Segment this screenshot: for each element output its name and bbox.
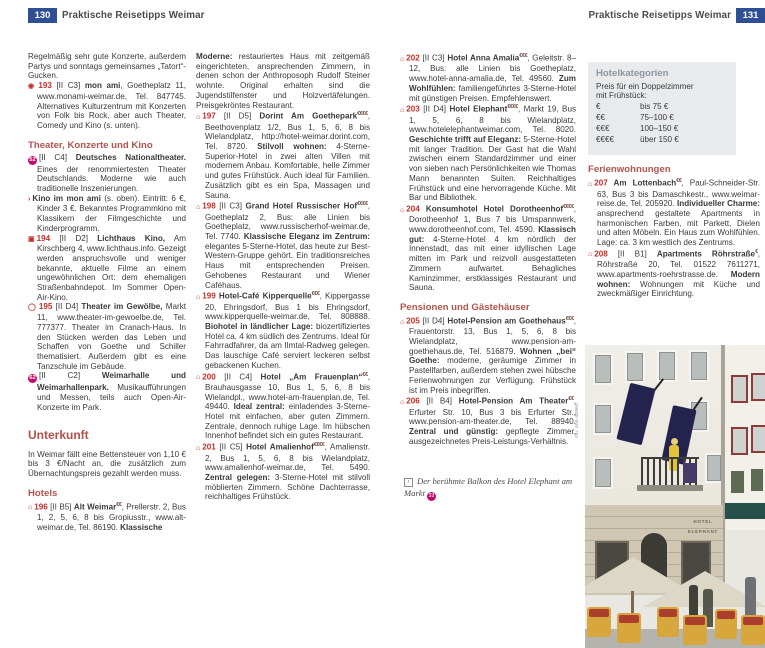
price-range: 75–100 € <box>640 112 674 122</box>
text-segment: Der berühmte Balkon des Hotel Elephant am Markt <box>404 476 573 498</box>
text-segment: , Geleitstr. 8–12, Bus: alle Linien bis Goetheplatz, www.hotel-anna-amalia.de, Tel. 49560. <box>409 53 576 84</box>
text-segment: €€€€ <box>563 203 574 210</box>
text-segment: €€ <box>362 371 368 378</box>
text-column-1 <box>28 52 186 644</box>
text-segment: Zum Wohlfühlen: <box>409 74 576 93</box>
text-segment: Eines der renommiertesten Theater Deutschlands. Moderne wie auch traditionelle Inszenierungen. <box>37 164 186 194</box>
text-segment: Hotel Elephant <box>449 104 508 114</box>
text-segment: Geschichte trifft auf Eleganz: <box>409 135 522 144</box>
window <box>731 427 748 455</box>
text-segment: mon ami <box>84 81 121 91</box>
listing-entry <box>588 177 760 248</box>
text-segment: 203 <box>406 104 424 114</box>
section-heading: Theater, Konzerte und Kino <box>28 139 153 151</box>
text-segment: Weimarhalle und Weimarhallenpark. <box>37 371 186 393</box>
price-symbol: € <box>596 101 601 111</box>
hotel-categories-line1: Preis für ein Doppelzimmer <box>596 81 694 91</box>
text-segment: einladendes 3-Sterne-Hotel mit einfachen, aber guten Zimmern. Zentrale, dennoch ruhige Lage. Im hübschen Innenhof befindet sich ein gutes Restaurant. <box>205 402 370 441</box>
text-segment: Klassische Eleganz im Zentrum: <box>243 232 370 242</box>
balcony-banner <box>683 463 696 483</box>
chair-cushion <box>589 609 609 617</box>
header-right <box>588 8 765 23</box>
text-segment: 200 <box>202 372 225 382</box>
hotel-categories-line2: mit Frühstück: <box>596 91 647 101</box>
text-segment: [II C4] <box>224 372 261 382</box>
text-segment: Moderne: <box>196 52 233 61</box>
text-segment: Ideal zentral: <box>233 402 285 412</box>
text-segment: Zentral und günstig: <box>409 427 499 437</box>
text-segment: , Erfurter Str. 10, Bus 3 bis Erfurter Str., www.pension-am-theater.de, Tel. 88940. <box>409 396 576 427</box>
text-segment: Grand Hotel Russischer Hof <box>245 201 358 211</box>
text-segment: ansprechend gestaltete Apartments in harmonischen Farben, mit Parkett, Dielen und alten Möbeln. Ein Haus zum Wohlfühlen. Lage: ca. 3 km westlich des Zentrums. <box>597 208 760 248</box>
window <box>593 457 613 489</box>
text-segment: In Weimar fällt eine Bettensteuer von 1,10 € bis 3 €/Nacht an, die zusätzlich zum Übernachtungspreis gezahlt werden muss. <box>28 449 186 478</box>
running-title-right: Praktische Reisetipps Weimar <box>588 10 731 21</box>
caption-arrow-icon: › <box>404 478 413 487</box>
listing-entry <box>196 290 370 370</box>
listing-entry <box>28 371 186 412</box>
paragraph <box>28 52 186 81</box>
text-segment: , Goetheplatz 2, Bus: alle Linien bis Goetheplatz, www.russischerhof-weimar.de, Tel. 7740. <box>205 201 370 242</box>
text-segment: Zentral gelegen: <box>205 472 271 482</box>
film-icon: ▣ <box>28 235 35 243</box>
text-segment: Lichthaus Kino, <box>97 233 166 243</box>
text-segment: €€ <box>568 396 574 403</box>
hotel-icon: ⌂ <box>400 206 405 214</box>
text-segment: Hotel Anna Amalia <box>447 53 520 63</box>
listing-entry <box>196 200 370 290</box>
window <box>593 353 613 385</box>
listing-entry <box>400 52 576 103</box>
text-segment: , Markt 19, Bus 1, 5, 6, 8 bis Wielandplatz, www.hotelelephantweimar.com, Tel. 8020. <box>409 104 576 135</box>
text-segment: Hotel Amalienhof <box>246 442 314 452</box>
text-segment: 206 <box>406 396 427 406</box>
text-segment: Am Kirschberg 4, www.lichthaus.info. Gezeigt werden anspruchsvolle und weniger bekannte, aktuelle Filme an einem ungewöhnlichen Ort: dem ehemaligen Straßenbahndepot. Im Sommer Open-Air-Kino. <box>37 233 186 302</box>
price-symbol: €€€€ <box>596 134 615 144</box>
text-segment: 193 <box>38 81 57 91</box>
text-segment: moderne, geräumige Zimmer in Pastellfarben, außerdem stehen zwei hübsche Ferienwohnungen zur Verfügung. Frühstück ist im Preis inbegriffen. <box>409 356 576 395</box>
price-range: über 150 € <box>640 134 679 144</box>
text-segment: , Brauhausgasse 10, Bus 1, 5, 6, 8 bis Wielandpl., www.hotel-am-frauenplan.de, Tel. 49440. <box>205 372 370 412</box>
chair-cushion <box>717 611 735 619</box>
text-segment: familiengeführtes 3-Sterne-Hotel mit günstigen Preisen. Empfehlenswert. <box>409 83 576 103</box>
text-segment: Hotel-Café Kipperquelle <box>218 291 312 301</box>
price-category-row <box>596 123 728 134</box>
text-segment: 207 <box>594 178 614 188</box>
text-segment: €€€ <box>565 315 574 322</box>
text-segment: Klassisch gut: <box>409 225 576 244</box>
text-segment: Theater im Gewölbe, <box>81 302 163 312</box>
map-pin-icon: ◉ <box>28 83 37 91</box>
text-segment: , Frauentorstr. 13, Bus 1, 5, 6, 8 bis Wielandplatz, www.pension-am-goethehaus.de, Tel. 516879. <box>409 316 576 356</box>
text-segment: €€ <box>116 501 122 508</box>
price-category-row <box>596 112 728 123</box>
theater-ring-icon: ◯ <box>28 304 37 312</box>
listing-entry <box>400 203 576 293</box>
hotel-icon: ⌂ <box>28 504 33 512</box>
price-category-row <box>596 101 728 112</box>
text-segment: , Röhrstraße 20, Tel. 01522 7611271, www.apartments-roehrstrasse.de. <box>597 249 760 279</box>
map-number-badge: 52 <box>29 156 36 163</box>
chair-cushion <box>659 609 677 617</box>
text-column-3 <box>400 52 576 644</box>
text-segment: €€€€ <box>313 442 325 449</box>
hotel-sign: HOTEL ELEPHANT <box>687 519 719 534</box>
text-segment: [II B5] <box>50 502 74 512</box>
price-category-row <box>596 134 728 145</box>
photo-caption <box>400 476 576 501</box>
price-range: bis 75 € <box>640 101 669 111</box>
listing-entry <box>400 315 576 395</box>
hotel-icon: ⌂ <box>400 55 405 63</box>
text-segment: Dorint Am Goethepark <box>259 111 358 121</box>
text-segment: , Beethovenplatz 1/2, Bus 1, 5, 6, 8 bis Wielandplatz, http://hotel-weimar.dorint.com, Tel. 8720. <box>205 111 370 152</box>
text-segment: 205 <box>406 316 423 326</box>
photo-hotel-elephant <box>585 345 765 648</box>
photo-credit: mu: 405-48960 <box>574 403 579 438</box>
text-segment: [II C2] <box>39 371 102 381</box>
listing-entry <box>28 194 186 234</box>
text-segment: , Kippergasse 20, Ehringsdorf, Bus 1 bis Ehringsdorf, www.kipperquelle-weimar.de, Tel. 808888. <box>205 291 370 322</box>
text-segment: Wohnungen mit Küche und zweckmäßiger Einrichtung. <box>597 279 760 299</box>
text-segment: Apartments Röhrstraße <box>656 249 756 259</box>
hotel-icon: ⌂ <box>196 113 201 121</box>
text-segment: €€€€ <box>357 201 368 208</box>
map-number-badge: 51 <box>428 492 435 499</box>
text-segment: [II C5] <box>219 442 247 452</box>
section-heading: Pensionen und Gästehäuser <box>400 301 530 313</box>
shop-sign <box>725 503 765 519</box>
text-segment: , Goetheplatz 11, www.monami-weimar.de, Tel. 847745. Alternatives Kulturzentrum mit Konzerten von Folk bis Rock, aber auch Theater, Comedy und Kino (s. unten). <box>37 81 186 130</box>
text-segment: 5-Sterne-Hotel mit langer Tradition. Der Gast hat die Wahl zwischen einem Standardzimmer und einer von sieben nach Persönlichkeiten wie Thomas Mann benannten Suiten. Reichhaltiges Frühstück und eine hervorragende Küche. Mit Bar und Bibliothek. <box>409 135 576 203</box>
text-segment: Alt Weimar <box>73 502 117 512</box>
hotel-categories-heading: Hotelkategorien <box>596 68 669 79</box>
text-segment: Klassische <box>120 522 163 532</box>
text-segment: Regelmäßig sehr gute Konzerte, außerdem Partys und sonntags gemeinsames „Tatort“-Gucken. <box>28 52 186 81</box>
listing-entry <box>28 234 186 303</box>
listing-entry <box>28 302 186 371</box>
hotel-icon: ⌂ <box>588 180 593 188</box>
window <box>731 375 748 403</box>
listing-entry <box>196 371 370 442</box>
text-segment: 4-Sterne-Hotel 4 km nördlich der Innenstadt, das mit einer idyllischen Lage mitten im Park und reizvoll ausgestatteten Zimmern aufwartet. Behagliches Kaminzimmer, erstklassiges Restaurant und Sauna. <box>409 234 576 293</box>
window <box>751 425 765 453</box>
text-segment: 202 <box>406 53 423 63</box>
hotel-icon: ⌂ <box>196 293 201 301</box>
text-segment: Hotel „Am Frauenplan“ <box>260 372 363 382</box>
listing-entry <box>588 248 760 299</box>
hotel-icon: ⌂ <box>400 318 405 326</box>
window <box>751 373 765 401</box>
text-segment: € <box>755 248 758 255</box>
text-segment: biozertifiziertes Hotel ca. 4 km südlich des Zentrums. Ideal für Fahrradfahrer, da am Ilmtal-Radweg gelegen. Das lauschige Café serviert leckeren selbst gebackenen Kuchen. <box>205 322 370 370</box>
text-segment: [II C3] <box>219 201 246 211</box>
text-segment: [II D4] <box>423 104 450 114</box>
balcony-slab <box>637 485 703 491</box>
listing-entry <box>196 441 370 502</box>
text-segment: Wohnen „bei“ Goethe: <box>409 346 576 366</box>
listing-entry <box>196 110 370 200</box>
text-segment: 201 <box>202 442 220 452</box>
listing-entry <box>400 395 576 446</box>
hotel-icon: ⌂ <box>400 106 405 114</box>
sidebar <box>588 62 760 299</box>
text-segment: [II C3] <box>56 81 85 91</box>
price-symbol: €€€ <box>596 123 610 133</box>
text-segment: 195 <box>38 302 56 312</box>
paragraph <box>196 52 370 110</box>
text-segment: 208 <box>594 249 618 259</box>
text-segment: Konsumhotel Hotel Dorotheenhof <box>425 204 564 214</box>
listing-entry <box>28 81 186 131</box>
chair-cushion <box>685 617 705 625</box>
window <box>625 351 645 383</box>
text-segment: 194 <box>36 233 60 243</box>
text-segment: Stilvoll wohnen: <box>257 142 327 152</box>
section-heading: Hotels <box>28 487 58 499</box>
text-segment: (s. oben). Eintritt: 6 €, Kinder 3 €. Bekanntes Programmkino mit Klassikern der Filmgeschichte und Kinderprogramm. <box>37 193 186 233</box>
running-title-left: Praktische Reisetipps Weimar <box>62 10 205 21</box>
text-segment: €€€ <box>311 291 320 298</box>
text-segment: 196 <box>34 502 51 512</box>
text-segment: restauriertes Haus mit zeitgemäß eingerichteten, ansprechenden Zimmern, in denen schon der Anthroposoph Rudolf Steiner wohnte. Original erhalten sind die Jugendstilfenster und Holzvertäfelungen. Preisgekröntes Restaurant. <box>196 52 370 110</box>
hotel-icon: ⌂ <box>196 374 201 382</box>
text-segment: €€€€ <box>357 111 368 118</box>
hotel-categories-box <box>588 62 736 155</box>
window-shutter <box>731 471 744 493</box>
text-segment: , Paul-Schneider-Str. 63, Bus 3 bis Damaschkestr., www.weimar-reise.de, Tel. 205920. <box>597 178 760 209</box>
price-table <box>596 101 728 145</box>
page-number-left: 130 <box>28 8 57 23</box>
text-segment: [II B4] <box>426 396 459 406</box>
sidebar-listings <box>588 164 760 299</box>
text-segment: [II D5] <box>223 111 260 121</box>
price-symbol: €€ <box>596 112 606 122</box>
text-segment: elegantes 5-Sterne-Hotel, das heute zur Best-Western-Gruppe gehört. Ein traditionsreiches Haus mit entsprechenden Preisen. Gehobenes Restaurant und Wiener Caféhaus. <box>205 241 370 290</box>
paragraph <box>28 450 186 479</box>
window <box>593 403 613 435</box>
text-segment: 197 <box>202 111 224 121</box>
price-range: 100–150 € <box>640 123 679 133</box>
text-segment: 204 <box>406 204 426 214</box>
text-segment: €€ <box>676 178 682 185</box>
header-left <box>28 8 205 23</box>
arrow-icon: › <box>28 195 31 203</box>
text-segment: €€€€ <box>507 104 518 111</box>
text-segment: [II D2] <box>59 233 98 243</box>
text-segment: 4-Sterne-Superior-Hotel in zwei alten Villen mit modernem Anbau. Komfortable, helle Zimmer und gutes Frühstück. Auch ideal für Familien. Zusätzlich gibt es ein Spa, Massagen und Sauna. <box>205 142 370 200</box>
text-segment: 198 <box>202 201 220 211</box>
text-segment: [II D4] <box>55 302 82 312</box>
text-segment: Markt 11, www.theater-im-gewoelbe.de, Tel. 777377. Theater im Cranach-Haus. In den Stücken werden das Leben und Schaffen von Goethe und Schiller thematisiert. Außerdem gibt es eine Tanzschule im Gebäude. <box>37 302 186 371</box>
text-segment: Kino im mon ami <box>32 193 101 203</box>
text-segment: Modern wohnen: <box>597 269 760 289</box>
text-segment: Biohotel in ländlicher Lage: <box>205 322 314 332</box>
hotel-icon: ⌂ <box>196 444 201 452</box>
text-segment: [II C4] <box>39 152 76 162</box>
hotel-icon: ⌂ <box>400 398 405 406</box>
text-segment: Individueller Charme: <box>677 199 760 209</box>
text-segment: Hotel-Pension am Goethehaus <box>447 316 566 326</box>
text-segment: , Dorotheenhof 1, Bus 7 bis Umspannwerk, www.dorotheenhof.com, Tel. 4590. <box>409 204 576 235</box>
window <box>657 350 677 382</box>
window <box>689 350 709 382</box>
text-segment: gepflegte Zimmer, ausgezeichnetes Preis-Leistungs-Verhältnis. <box>409 427 576 446</box>
map-number-badge: 62 <box>29 375 36 382</box>
text-column-2 <box>196 52 370 644</box>
chair-cushion <box>743 617 763 625</box>
text-segment: Deutsches Nationaltheater. <box>75 152 186 162</box>
balcony-figure <box>671 438 678 445</box>
page-number-right: 131 <box>736 8 765 23</box>
text-segment: , Prellerstr. 2, Bus 1, 2, 5, 6, 8 bis Gropiusstr., www.alt-weimar.de, Tel. 86190. <box>37 502 186 532</box>
section-heading: Unterkunft <box>28 427 89 442</box>
hotel-icon: ⌂ <box>196 203 201 211</box>
chair-cushion <box>619 615 639 623</box>
text-segment: [II B1] <box>617 249 657 259</box>
text-segment: [II D4] <box>422 316 448 326</box>
text-segment: €€€ <box>519 53 528 59</box>
hotel-icon: ⌂ <box>588 251 593 259</box>
text-segment: 199 <box>202 291 219 301</box>
listing-entry <box>400 103 576 203</box>
text-segment: Hotel-Pension Am Theater <box>458 396 569 406</box>
text-segment: , Amalienstr. 2, Bus 1, 5, 6, 8 bis Wielandplatz, www.amalienhof-weimar.de, Tel. 5490. <box>205 442 370 473</box>
window-shutter <box>751 469 763 491</box>
text-segment: [II C3] <box>422 53 448 63</box>
text-segment: Am Lottenbach <box>613 178 677 188</box>
text-segment: 3-Sterne-Hotel mit stilvoll möblierten Zimmern. Schöne Dachterrasse, reichhaltiges Frühstück. <box>205 472 370 502</box>
section-heading: Ferienwohnungen <box>588 164 671 176</box>
listing-entry <box>28 153 186 194</box>
listing-entry <box>28 501 186 533</box>
text-segment: Musikaufführungen und Messen, teils auch Open-Air-Konzerte im Park. <box>37 383 186 412</box>
